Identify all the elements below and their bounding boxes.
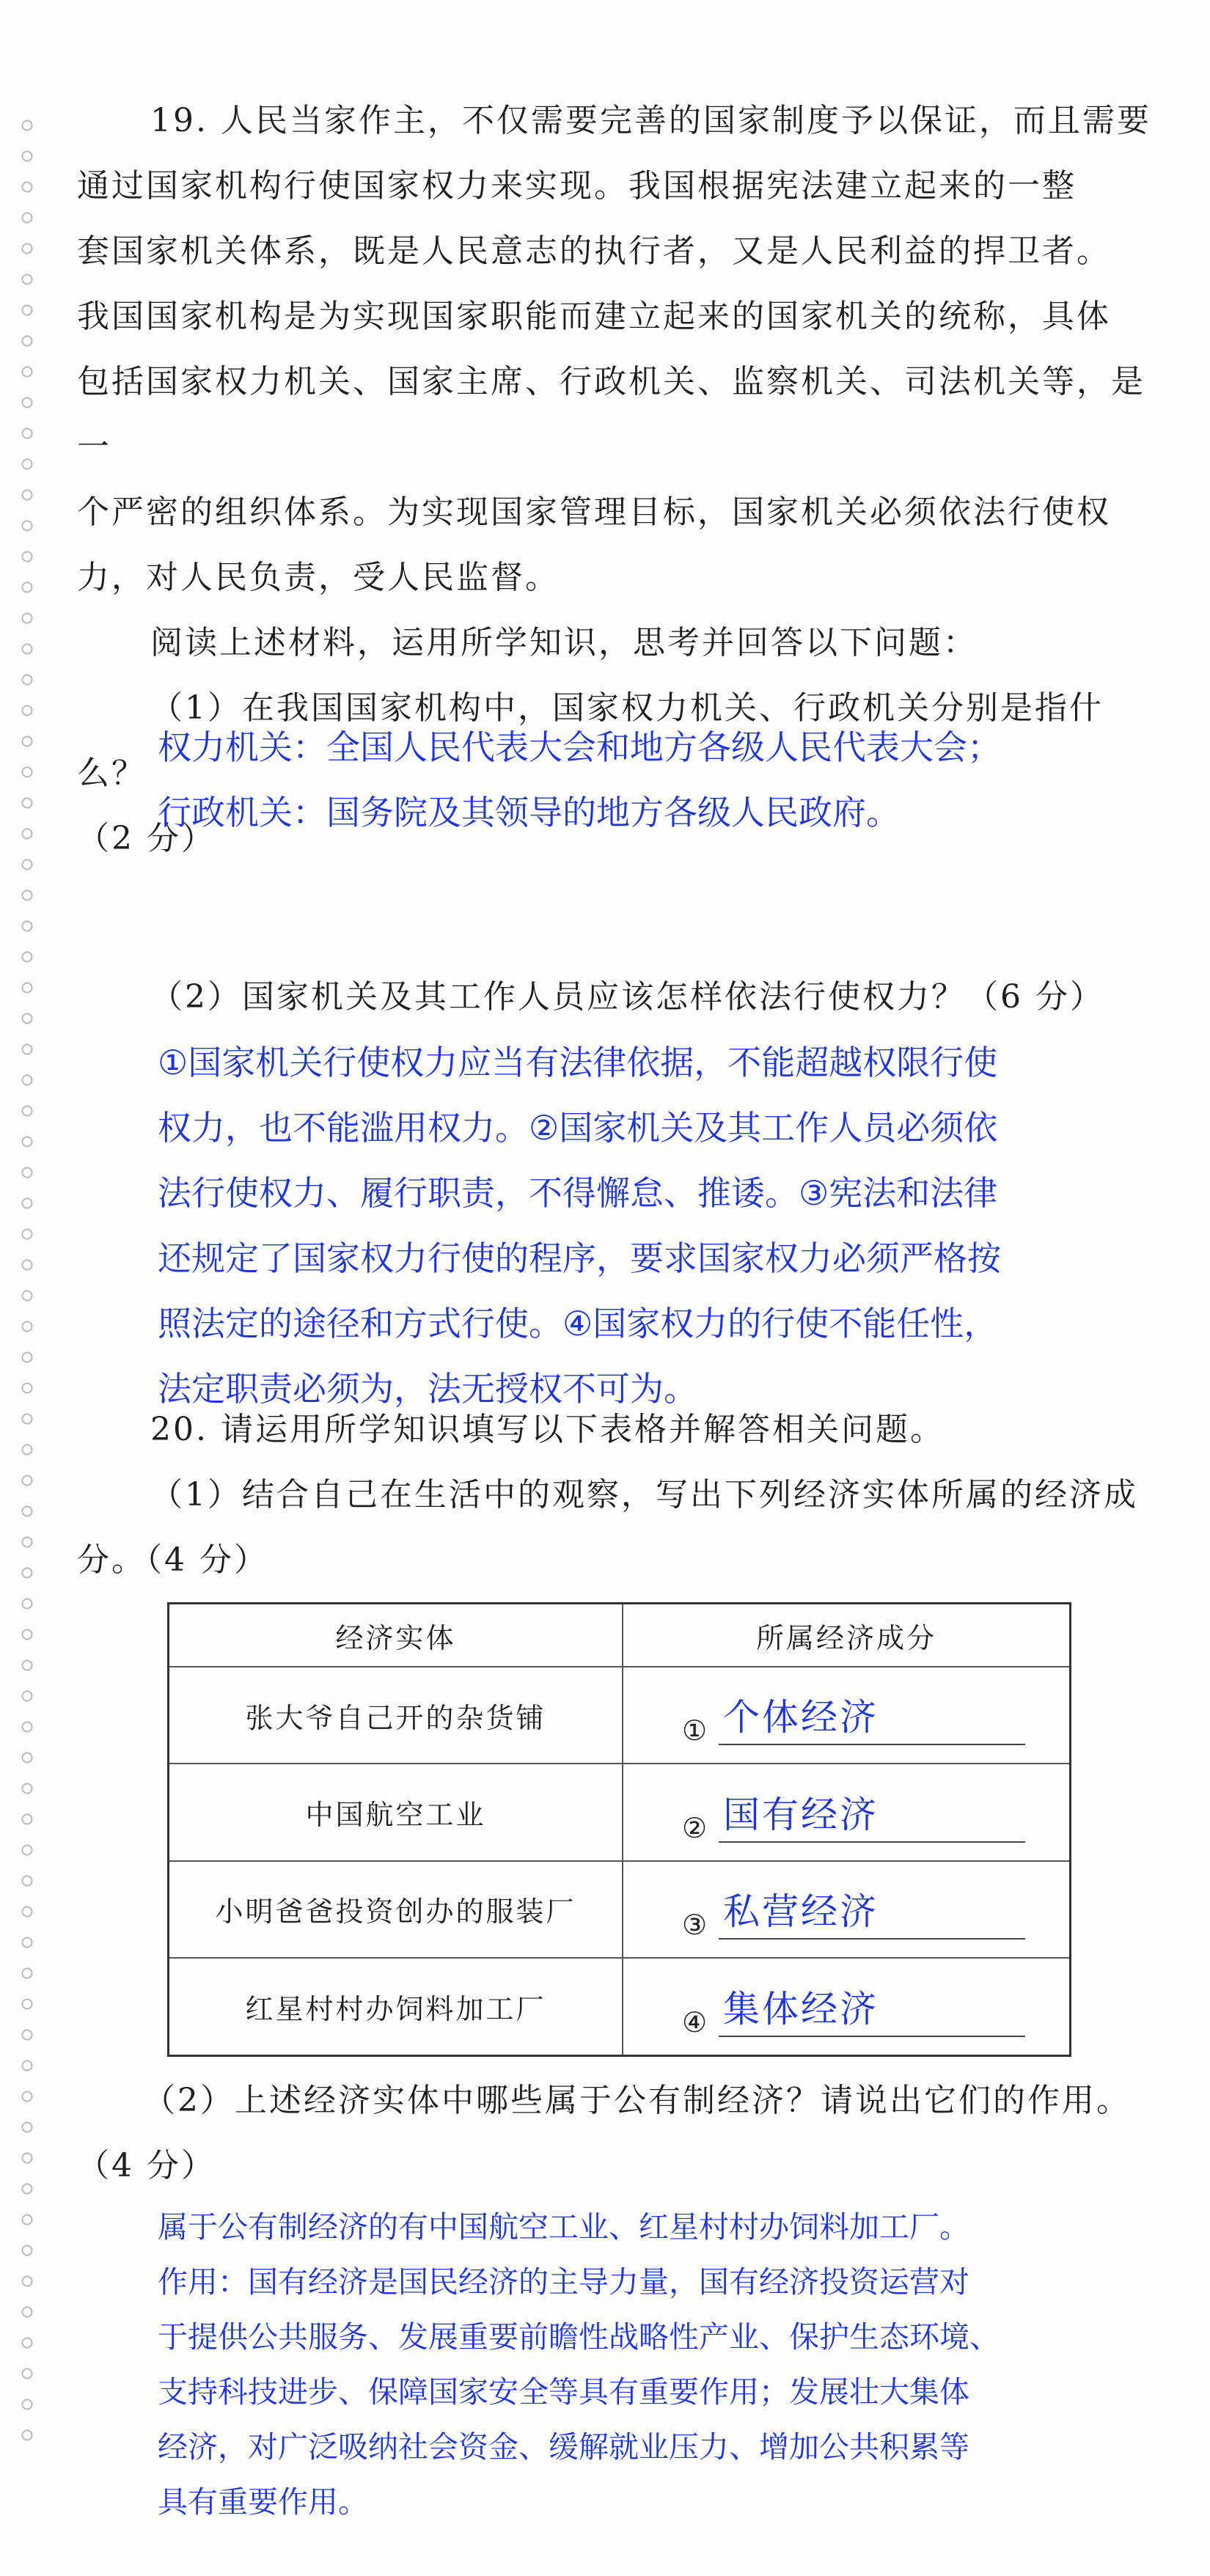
q20-subquestion-2: （2）上述经济实体中哪些属于公有制经济？请说出它们的作用。 xyxy=(143,2082,1131,2119)
answer-line: 作用：国有经济是国民经济的主导力量，国有经济投资运营对 xyxy=(158,2264,969,2300)
answer-text: 个体经济 xyxy=(723,1696,879,1739)
q19-stem-line: 我国国家机构是为实现国家职能而建立起来的国家机关的统称，具体 xyxy=(77,298,1111,335)
answer-blank xyxy=(719,1775,1025,1843)
answer-line: ①国家机关行使权力应当有法律依据，不能超越权限行使 xyxy=(158,1043,998,1082)
entity-cell: 小明爸爸投资创办的服装厂 xyxy=(169,1861,623,1958)
answer-line: 法行使权力、履行职责，不得懈怠、推诿。③宪法和法律 xyxy=(158,1173,998,1213)
answer-line: 行政机关：国务院及其领导的地方各级人民政府。 xyxy=(158,793,900,832)
q19-stem-line: 力，对人民负责，受人民监督。 xyxy=(77,559,560,596)
q19-subquestion-1: （1）在我国国家机构中，国家权力机关、行政机关分别是指什么？ xyxy=(77,689,1104,792)
q19-instruction: 阅读上述材料，运用所学知识，思考并回答以下问题： xyxy=(150,624,978,661)
entity-cell: 中国航空工业 xyxy=(169,1764,623,1860)
answer-line: 支持科技进步、保障国家安全等具有重要作用；发展壮大集体 xyxy=(158,2374,969,2410)
q20-subquestion-1: （1）结合自己在生活中的观察，写出下列经济实体所属的经济成 xyxy=(150,1476,1138,1513)
q19-subquestion-2: （2）国家机关及其工作人员应该怎样依法行使权力？（6 分） xyxy=(150,978,1104,1016)
answer-cell xyxy=(623,1958,1071,2055)
q19-stem-line: 包括国家权力机关、国家主席、行政机关、监察机关、司法机关等，是一 xyxy=(77,363,1145,466)
answer-number: ② xyxy=(682,1811,710,1844)
table-row xyxy=(169,1667,1071,1764)
answer-text: 私营经济 xyxy=(723,1890,879,1934)
q20-answer-2 xyxy=(158,2200,1177,2530)
table-header-entity: 经济实体 xyxy=(169,1604,623,1667)
table-row xyxy=(169,1861,1071,1958)
answer-cell xyxy=(623,1861,1071,1958)
answer-line: 属于公有制经济的有中国航空工业、红星村村办饲料加工厂。 xyxy=(158,2209,969,2245)
answer-number: ④ xyxy=(682,2006,710,2039)
answer-line: 权力，也不能滥用权力。②国家机关及其工作人员必须依 xyxy=(158,1108,998,1148)
q19-subquestion-2-block xyxy=(77,964,1170,1030)
economy-table xyxy=(167,1602,1071,2057)
answer-line: 还规定了国家权力行使的程序，要求国家权力必须严格按 xyxy=(158,1239,1001,1278)
answer-line: 法定职责必须为，法无授权不可为。 xyxy=(158,1369,697,1409)
answer-text: 国有经济 xyxy=(723,1793,879,1836)
answer-blank xyxy=(719,1970,1025,2037)
q20-subquestion-2-score: （4 分） xyxy=(77,2147,216,2184)
answer-line: 具有重要作用。 xyxy=(158,2484,368,2520)
q20-stem-block xyxy=(77,1397,1170,1593)
q19-stem-line: 个严密的组织体系。为实现国家管理目标，国家机关必须依法行使权 xyxy=(77,493,1111,531)
answer-line: 于提供公共服务、发展重要前瞻性战略性产业、保护生态环境、 xyxy=(158,2319,1000,2355)
q19-subquestion-1-score: （2 分） xyxy=(77,820,216,857)
answer-cell xyxy=(623,1764,1071,1860)
q19-answer-1 xyxy=(158,715,1177,845)
q20-stem: 20. 请运用所学知识填写以下表格并解答相关问题。 xyxy=(150,1411,945,1448)
answer-number: ① xyxy=(682,1714,710,1747)
answer-line: 权力机关：全国人民代表大会和地方各级人民代表大会； xyxy=(158,727,1001,767)
table-row xyxy=(169,1764,1071,1860)
answer-cell xyxy=(623,1667,1071,1764)
table-row xyxy=(169,1958,1071,2055)
q19-answer-2 xyxy=(158,1030,1177,1422)
entity-cell: 红星村村办饲料加工厂 xyxy=(169,1958,623,2055)
table-header-component: 所属经济成分 xyxy=(623,1604,1071,1667)
answer-blank xyxy=(719,1872,1025,1940)
table-header-row xyxy=(169,1604,1071,1667)
answer-number: ③ xyxy=(682,1909,710,1942)
q20-subquestion-1-score: 分。（4 分） xyxy=(77,1541,268,1579)
answer-blank xyxy=(719,1678,1025,1745)
answer-line: 照法定的途径和方式行使。④国家权力的行使不能任性， xyxy=(158,1304,998,1343)
answer-line: 经济，对广泛吸纳社会资金、缓解就业压力、增加公共积累等 xyxy=(158,2429,969,2465)
q19-stem-line: 19. 人民当家作主，不仅需要完善的国家制度予以保证，而且需要 xyxy=(150,102,1151,139)
entity-cell: 张大爷自己开的杂货铺 xyxy=(169,1667,623,1764)
q19-stem-line: 套国家机关体系，既是人民意志的执行者，又是人民利益的捍卫者。 xyxy=(77,232,1111,270)
q19-stem-line: 通过国家机构行使国家权力来实现。我国根据宪法建立起来的一整 xyxy=(77,167,1077,205)
answer-text: 集体经济 xyxy=(723,1988,879,2030)
q20-subquestion-2-block xyxy=(77,2068,1170,2198)
